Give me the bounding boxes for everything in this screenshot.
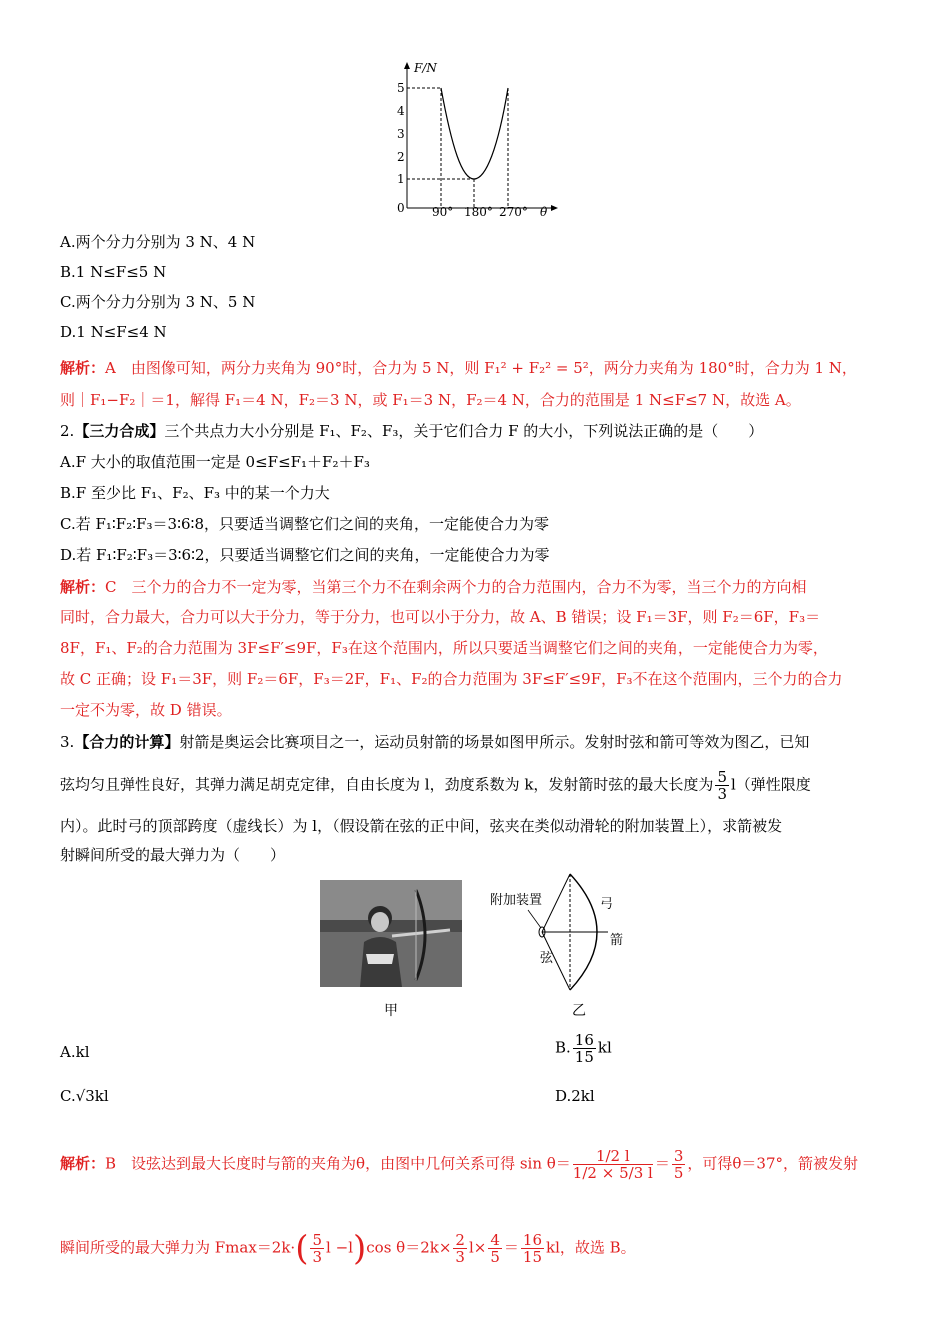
fraction-five-thirds-2: [310, 1232, 324, 1265]
y-tick-1: 1: [397, 172, 405, 186]
q3-number: 3.: [60, 733, 75, 751]
q2-answer-text-1: C 三个力的合力不一定为零，当第三个力不在剩余两个力的合力范围内，合力不为零，当三个力的方向相: [105, 578, 807, 596]
x-axis-label: θ: [540, 205, 548, 219]
y-tick-3: 3: [397, 127, 405, 141]
caption-yi: 乙: [572, 1003, 586, 1019]
q3-answer-equals-2: ＝: [503, 1238, 519, 1257]
y-axis-label: F/N: [414, 61, 437, 75]
fraction-16-15: [573, 1032, 596, 1065]
right-paren: ): [353, 1228, 367, 1269]
frac-num: 3: [673, 1147, 684, 1165]
q3-answer-label: 解析：: [60, 1154, 106, 1173]
var-l-3: l: [326, 1238, 331, 1257]
q3-stem-text-2b: l（弹性限度: [730, 775, 811, 794]
q3-option-c: C.√3kl: [60, 1087, 109, 1105]
var-l-2: l: [648, 1164, 653, 1182]
fraction-16-15-2: [521, 1232, 544, 1265]
frac-num: 5: [312, 1231, 323, 1249]
q3-stem-text-1: 射箭是奥运会比赛项目之一，运动员射箭的场景如图甲所示。发射时弦和箭可等效为图乙，已知: [179, 733, 810, 751]
q1-answer-line-2: 则｜F₁−F₂｜＝1，解得 F₁＝4 N，F₂＝3 N，或 F₁＝3 N，F₂＝4 N，合力的范围是 1 N≤F≤7 N，故选 A。: [60, 391, 801, 409]
x-tick-270: 270°: [499, 205, 528, 219]
q2-number: 2.: [60, 422, 75, 440]
y-tick-2: 2: [397, 150, 405, 164]
var-l-4: l: [468, 1238, 474, 1257]
fraction-four-fifths: [488, 1232, 502, 1265]
minus-l: −l: [335, 1238, 353, 1257]
q3-answer-text-1a: B 设弦达到最大长度时与箭的夹角为θ，由图中几何关系可得 sin θ＝: [105, 1154, 571, 1173]
q3-option-b-suffix: kl: [597, 1038, 612, 1057]
q3-answer-text-2e: kl，故选 B。: [546, 1238, 636, 1257]
q1-option-d: D.1 N≤F≤4 N: [60, 323, 167, 341]
q2-option-d: D.若 F₁∶F₂∶F₃＝3∶6∶2，只要适当调整它们之间的夹角，一定能使合力为零: [60, 546, 550, 564]
caption-jia: 甲: [384, 1003, 398, 1019]
var-l: l: [624, 1147, 630, 1165]
frac-num: 16: [574, 1031, 594, 1049]
five: 5: [619, 1164, 629, 1182]
frac-den: 3: [717, 785, 727, 803]
frac-num: 16: [522, 1231, 542, 1249]
q1-option-b: B.1 N≤F≤5 N: [60, 263, 167, 281]
frac-den: 15: [522, 1248, 542, 1266]
q1-answer-label: 解析：: [60, 359, 106, 377]
frac-den: 3: [455, 1248, 465, 1266]
label-attachment-device: 附加装置: [490, 893, 543, 908]
q3-stem-line-1: [60, 732, 809, 752]
q3-option-b-prefix: B.: [555, 1038, 571, 1057]
q2-option-b: B.F 至少比 F₁、F₂、F₃ 中的某一个力大: [60, 484, 330, 502]
y-tick-5: 5: [397, 81, 405, 95]
q3-stem-line-4: 射瞬间所受的最大弹力为（ ）: [60, 846, 286, 864]
q3-stem-line-2: [60, 769, 811, 802]
q3-tag: 【合力的计算】: [74, 733, 180, 751]
q3-answer-line-2: [60, 1228, 636, 1269]
q2-answer-line-4: 故 C 正确；设 F₁＝3F，则 F₂＝6F，F₃＝2F，F₁、F₂的合力范围为 3F≤F′≤9F，F₃不在这个范围内，三个力的合力: [60, 670, 843, 688]
q1-option-c: C.两个分力分别为 3 N、5 N: [60, 293, 256, 311]
q2-answer-line-5: 一定不为零，故 D 错误。: [60, 701, 232, 719]
fraction-five-thirds: [715, 769, 729, 802]
frac-num: 5: [717, 768, 727, 786]
q2-answer-label: 解析：: [60, 578, 106, 596]
q2-stem: [60, 421, 763, 441]
fraction-three-fifths: [672, 1148, 686, 1181]
fraction-sin-theta: [573, 1148, 653, 1181]
half-den-2: 2: [587, 1164, 597, 1182]
times-sign: ×: [601, 1164, 615, 1182]
q3-answer-text-2a: 瞬间所受的最大弹力为 Fmax＝2k·: [60, 1238, 296, 1257]
y-tick-4: 4: [397, 104, 405, 118]
q3-option-d: D.2kl: [555, 1087, 595, 1105]
q3-answer-times: ×: [473, 1238, 487, 1257]
frac-num: 1/2 l: [573, 1148, 653, 1165]
q3-stem-text-2a: 弦均匀且弹性良好，其弹力满足胡克定律，自由长度为 l，劲度系数为 k，发射箭时弦的最大长度为: [60, 775, 714, 794]
q2-option-a: A.F 大小的取值范围一定是 0≤F≤F₁＋F₂＋F₃: [60, 453, 370, 471]
frac-num: 2: [455, 1231, 465, 1249]
frac-den: 3: [312, 1248, 323, 1266]
label-bow: 弓: [600, 897, 614, 912]
fraction-two-thirds: [453, 1232, 467, 1265]
frac-den: 5: [490, 1248, 500, 1266]
q3-answer-text-2b: cos θ＝2k×: [366, 1238, 452, 1257]
q1-answer-line-1: [60, 358, 857, 378]
half-num-2: 1: [572, 1164, 583, 1182]
q2-answer-line-3: 8F，F₁、F₂的合力范围为 3F≤F′≤9F，F₃在这个范围内，所以只要适当调整它们之间的夹角，一定能使合力为零，: [60, 639, 828, 657]
half-den: 2: [610, 1147, 621, 1165]
archer-photo: [320, 880, 462, 987]
q3-option-b: [555, 1032, 612, 1065]
label-arrow: 箭: [610, 933, 624, 948]
q3-stem-line-3: 内）。此时弓的顶部跨度（虚线长）为 l，（假设箭在弦的正中间，弦夹在类似动滑轮的附加装置上），求箭被发: [60, 817, 783, 835]
half-num: 1: [595, 1147, 606, 1165]
q2-option-c: C.若 F₁∶F₂∶F₃＝3∶6∶8，只要适当调整它们之间的夹角，一定能使合力为零: [60, 515, 549, 533]
x-tick-90: 90°: [432, 205, 454, 219]
frac-den: 15: [574, 1048, 594, 1066]
q3-answer-text-1c: ，可得θ＝37°，箭被发射: [687, 1154, 859, 1173]
q1-answer-text-1: A 由图像可知，两分力夹角为 90°时，合力为 5 N，则 F₁² + F₂² = 5²，两分力夹角为 180°时，合力为 1 N，: [105, 359, 857, 377]
q3-option-a: A.kl: [60, 1043, 90, 1061]
frac-num: 4: [490, 1231, 500, 1249]
q3-answer-equals: ＝: [654, 1154, 670, 1173]
q2-answer-line-1: [60, 577, 807, 597]
q2-stem-text: 三个共点力大小分别是 F₁、F₂、F₃，关于它们合力 F 的大小，下列说法正确的是（ ）: [164, 422, 764, 440]
q3-answer-line-1: [60, 1148, 858, 1181]
y-tick-0: 0: [397, 201, 405, 215]
frac-den: 5: [673, 1164, 684, 1182]
x-tick-180: 180°: [464, 205, 493, 219]
three: 3: [633, 1164, 644, 1182]
label-string: 弦: [540, 951, 554, 966]
q2-tag: 【三力合成】: [74, 422, 165, 440]
q2-answer-line-2: 同时，合力最大，合力可以大于分力，等于分力，也可以小于分力，故 A、B 错误；设 F₁＝3F，则 F₂＝6F，F₃＝: [60, 608, 821, 626]
frac-den: 1/2 × 5/3 l: [572, 1164, 653, 1182]
q1-option-a: A.两个分力分别为 3 N、4 N: [60, 233, 256, 251]
force-angle-graph: [384, 58, 564, 220]
bow-diagram: [484, 872, 634, 992]
left-paren: (: [295, 1228, 309, 1269]
